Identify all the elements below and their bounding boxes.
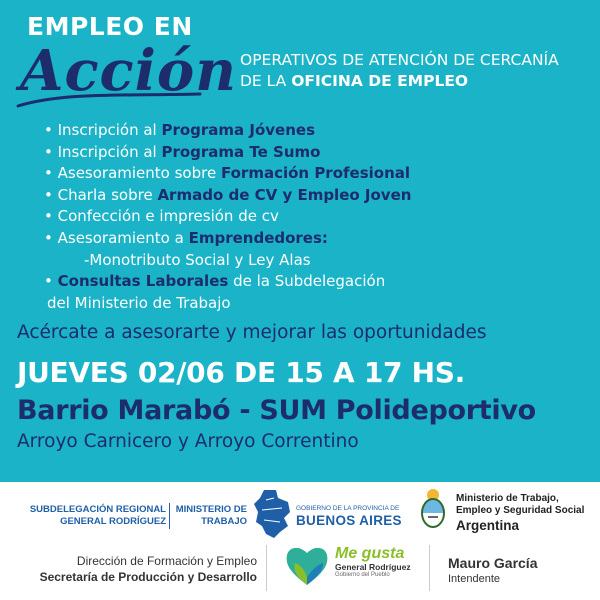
service-bold: Formación Profesional	[220, 164, 411, 183]
brand-title-line1: EMPLEO EN	[27, 12, 193, 41]
oficina-de-empleo: OFICINA DE EMPLEO	[291, 72, 469, 90]
operativos-prefix: DE LA	[240, 72, 292, 90]
service-text: Asesoramiento sobre	[57, 164, 221, 183]
service-item: • Asesoramiento a Emprendedores:	[44, 228, 328, 247]
brand-title-line2: Acción	[20, 38, 237, 104]
operativos-title-line2	[240, 71, 559, 92]
ministerio-line1: MINISTERIO DE	[175, 504, 247, 515]
tagline: Acércate a asesorarte y mejorar las oportunidades	[17, 322, 487, 343]
me-gusta-logo	[335, 545, 411, 579]
service-continuation: del Ministerio de Trabajo	[47, 293, 231, 312]
ministerio-trabajo-logo	[173, 504, 247, 528]
services-list	[44, 120, 411, 314]
intendente-block	[448, 555, 537, 586]
operativos-title-line1: OPERATIVOS DE ATENCIÓN DE CERCANÍA	[240, 51, 559, 69]
intendente-role: Intendente	[448, 573, 500, 585]
ministerio-line2: TRABAJO	[201, 516, 247, 527]
buenos-aires-wordmark: BUENOS AIRES	[296, 513, 402, 528]
subdelegacion-line1: SUBDELEGACIÓN REGIONAL	[29, 504, 166, 515]
secretaria-text: Secretaría de Producción y Desarrollo	[39, 570, 257, 584]
buenos-aires-map-icon	[252, 488, 292, 540]
event-date: JUEVES 02/06 DE 15 A 17 HS.	[17, 356, 465, 389]
service-text: Confección e impresión de cv	[57, 207, 279, 226]
operativos-title	[240, 50, 559, 92]
service-bold: Armado de CV y Empleo Joven	[157, 185, 412, 204]
service-text: Asesoramiento a	[57, 228, 189, 247]
subdelegacion-line2: GENERAL RODRÍGUEZ	[60, 516, 166, 527]
me-gusta-heart-icon	[283, 543, 331, 589]
direccion-block	[12, 553, 257, 585]
service-text: de la Subdelegación	[228, 272, 386, 291]
subdelegacion-logo	[14, 504, 166, 528]
event-address: Arroyo Carnicero y Arroyo Correntino	[17, 431, 359, 452]
divider	[266, 545, 267, 591]
intendente-name: Mauro García	[448, 555, 538, 571]
service-item: • Consultas Laborales de la Subdelegación	[44, 272, 386, 291]
service-bold: Emprendedores:	[188, 228, 328, 247]
service-text: Inscripción al	[57, 121, 162, 139]
argentina-coat-of-arms-icon	[418, 487, 448, 531]
divider	[429, 545, 430, 591]
service-item: • Inscripción al Programa Te Sumo	[44, 142, 321, 161]
service-item: • Inscripción al Programa Jóvenes	[44, 121, 316, 139]
direccion-text: Dirección de Formación y Empleo	[76, 554, 257, 568]
event-place: Barrio Marabó - SUM Polideportivo	[17, 395, 536, 426]
me-gusta-text: Me gusta	[335, 545, 405, 562]
min-nacion-line3: Argentina	[456, 518, 520, 533]
min-nacion-line2: Empleo y Seguridad Social	[456, 505, 585, 516]
service-item: • Asesoramiento sobre Formación Profesional	[44, 164, 411, 183]
gobierno-provincia-line1: GOBIERNO DE LA PROVINCIA DE	[296, 505, 400, 512]
service-item: • Confección e impresión de cv	[44, 207, 279, 226]
ministerio-nacion-logo	[456, 493, 584, 534]
service-bold: Consultas Laborales	[57, 272, 229, 291]
municipio-text: General Rodríguez	[335, 562, 411, 572]
service-bold: Programa Te Sumo	[161, 142, 321, 161]
service-text: Inscripción al	[57, 142, 162, 161]
service-text: Charla sobre	[57, 185, 158, 204]
service-bold: Programa Jóvenes	[161, 121, 316, 139]
service-subitem: -Monotributo Social y Ley Alas	[84, 250, 311, 269]
brand-swash-icon	[14, 88, 204, 112]
gobierno-pueblo-text: Gobierno del Pueblo	[335, 572, 390, 578]
divider	[169, 503, 170, 529]
min-nacion-line1: Ministerio de Trabajo,	[456, 493, 559, 504]
service-item: • Charla sobre Armado de CV y Empleo Joven	[44, 185, 412, 204]
